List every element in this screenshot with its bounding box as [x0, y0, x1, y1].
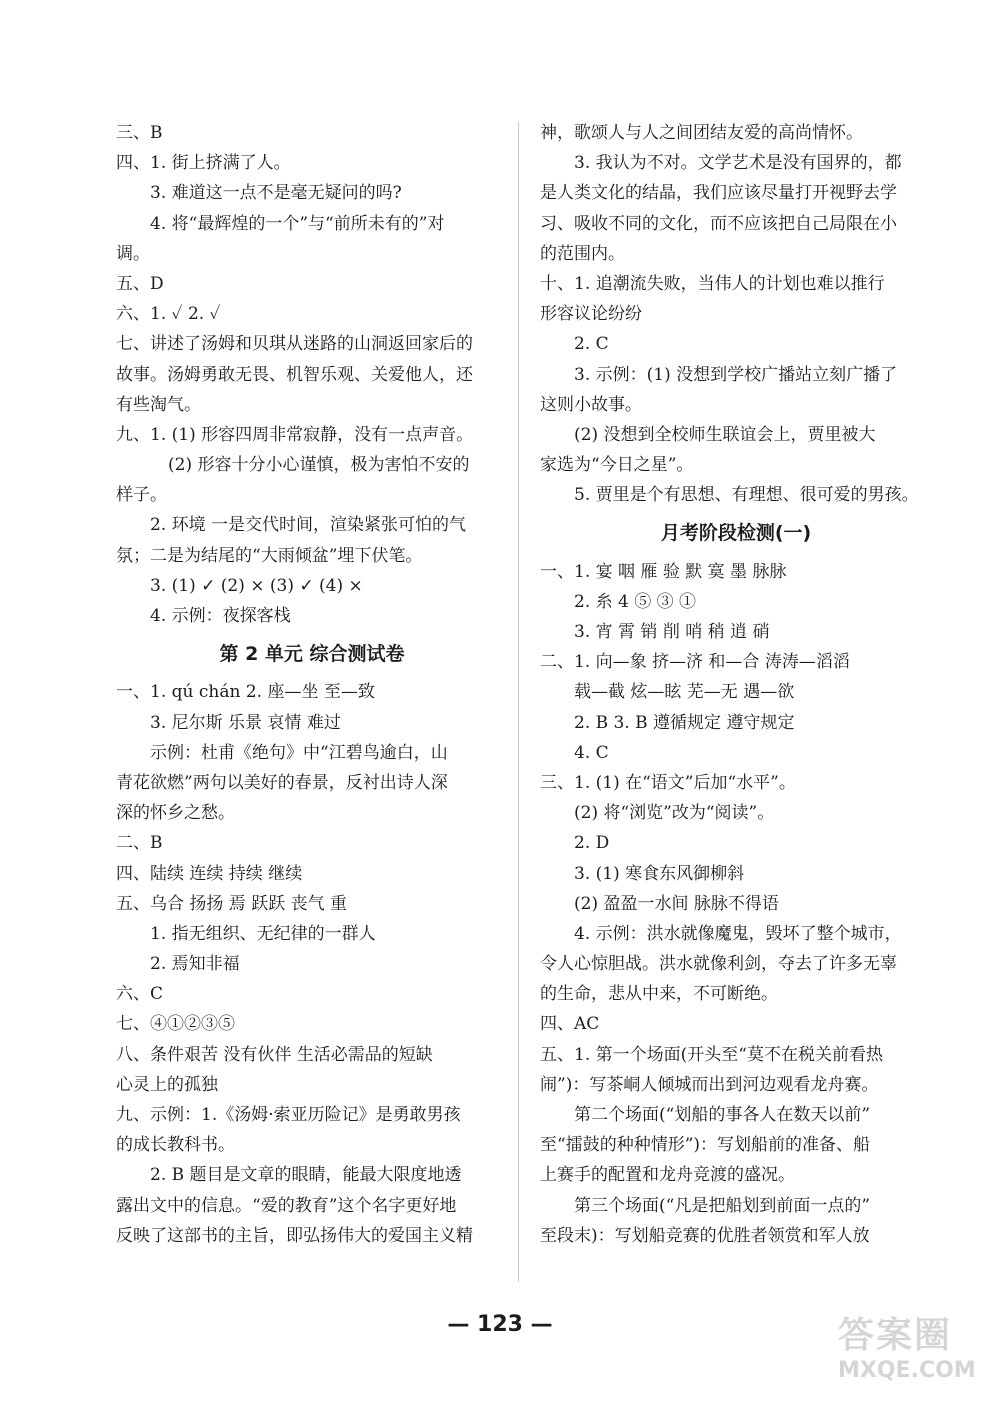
- answer-line: 的范围内。: [540, 243, 625, 264]
- answer-line: 有些淘气。: [116, 394, 201, 415]
- answer-line: 这则小故事。: [540, 394, 642, 415]
- answer-line: 七、④①②③⑤: [116, 1014, 235, 1035]
- answer-line: 2. C: [574, 334, 609, 355]
- answer-line: 习、吸收不同的文化，而不应该把自己局限在小: [540, 213, 897, 234]
- answer-line: 3. 我认为不对。文学艺术是没有国界的，都: [574, 153, 902, 174]
- answer-line: 一、1. qú chán 2. 座—坐 至—致: [116, 682, 375, 703]
- answer-line: (2) 将“浏览”改为“阅读”。: [574, 803, 775, 824]
- answer-line: 第三个场面(“凡是把船划到前面一点的”: [574, 1195, 871, 1216]
- answer-line: 露出文中的信息。“爱的教育”这个名字更好地: [116, 1195, 457, 1216]
- answer-line: 是人类文化的结晶，我们应该尽量打开视野去学: [540, 183, 897, 204]
- answer-line: 3. 难道这一点不是毫无疑问的吗?: [150, 183, 402, 204]
- answer-line: 五、D: [116, 273, 164, 294]
- answer-line: 四、1. 街上挤满了人。: [116, 153, 291, 174]
- answer-line: 3. 宵 霄 销 削 哨 稍 逍 硝: [574, 622, 770, 642]
- answer-line: 四、陆续 连续 持续 继续: [116, 863, 303, 884]
- answer-line: 上赛手的配置和龙舟竞渡的盛况。: [540, 1165, 795, 1186]
- column-divider: [518, 122, 519, 1282]
- answer-line: 故事。汤姆勇敢无畏、机智乐观、关爱他人，还: [116, 364, 473, 385]
- left-column: [116, 118, 508, 1251]
- answer-line: 心灵上的孤独: [116, 1074, 218, 1095]
- answer-line: 氛；二是为结尾的“大雨倾盆”埋下伏笔。: [116, 545, 423, 566]
- answer-line: 九、1. (1) 形容四周非常寂静，没有一点声音。: [116, 424, 474, 445]
- answer-line: 1. 指无组织、无纪律的一群人: [150, 923, 376, 944]
- answer-line: 3. (1) 寒食东风御柳斜: [574, 863, 745, 884]
- answer-line: 2. B 3. B 遵循规定 遵守规定: [574, 712, 795, 733]
- answer-line: 二、1. 向—象 挤—济 和—合 涛涛—滔滔: [540, 652, 850, 673]
- answer-line: 六、1. ✓ 2. ✓: [116, 304, 221, 325]
- watermark-logo-text: 答案圈: [838, 1315, 953, 1356]
- answer-line: 至“擂鼓的种种情形”)：写划船前的准备、船: [540, 1135, 871, 1156]
- answer-line: (2) 没想到全校师生联谊会上，贾里被大: [574, 424, 876, 445]
- section-heading: 月考阶段检测(一): [660, 522, 812, 545]
- answer-line: 青花欲燃”两句以美好的春景，反衬出诗人深: [116, 772, 448, 793]
- answer-line: 5. 贾里是个有思想、有理想、很可爱的男孩。: [574, 485, 919, 506]
- answer-line: 神，歌颂人与人之间团结友爱的高尚情怀。: [540, 123, 863, 143]
- answer-line: 4. 将“最辉煌的一个”与“前所未有的”对: [150, 213, 445, 234]
- answer-line: 至段末)：写划船竞赛的优胜者领赏和军人放: [540, 1225, 870, 1246]
- answer-line: 2. B 题目是文章的眼睛，能最大限度地透: [150, 1165, 462, 1186]
- answer-line: 2. 环境 一是交代时间，渲染紧张可怕的气: [150, 515, 467, 536]
- answer-line: 四、AC: [540, 1014, 600, 1035]
- answer-line: 3. 示例：(1) 没想到学校广播站立刻广播了: [574, 364, 898, 385]
- answer-line: 六、C: [116, 984, 164, 1005]
- answer-line: 3. 尼尔斯 乐景 哀情 难过: [150, 712, 341, 733]
- answer-line: 示例：杜甫《绝句》中“江碧鸟逾白，山: [150, 742, 448, 763]
- answer-line: 深的怀乡之愁。: [116, 803, 235, 824]
- answer-line: 4. 示例：洪水就像魔鬼，毁坏了整个城市，: [574, 923, 902, 944]
- answer-line: 三、1. (1) 在“语文”后加“水平”。: [540, 772, 796, 793]
- answer-line: 五、乌合 扬扬 焉 跃跃 丧气 重: [116, 893, 348, 914]
- watermark-url: MXQE.COM: [838, 1358, 976, 1383]
- answer-line: 调。: [116, 243, 150, 264]
- section-heading: 第 2 单元 综合测试卷: [219, 643, 405, 666]
- watermark-logo: [838, 1307, 988, 1399]
- answer-line: 反映了这部书的主旨，即弘扬伟大的爱国主义精: [116, 1225, 473, 1246]
- answer-line: 的生命，悲从中来，不可断绝。: [540, 984, 778, 1005]
- answer-line: 2. 焉知非福: [150, 954, 240, 975]
- answer-line: 4. 示例：夜探客栈: [150, 606, 291, 626]
- answer-line: 九、示例：1.《汤姆·索亚历险记》是勇敢男孩: [116, 1105, 461, 1125]
- answer-line: (2) 形容十分小心谨慎，极为害怕不安的: [168, 455, 470, 476]
- answer-line: 五、1. 第一个场面(开头至“莫不在税关前看热: [540, 1044, 883, 1065]
- answer-line: 七、讲述了汤姆和贝琪从迷路的山洞返回家后的: [116, 334, 473, 355]
- answer-line: 家选为“今日之星”。: [540, 455, 694, 476]
- right-column: [540, 118, 932, 1251]
- answer-line: 第二个场面(“划船的事各人在数天以前”: [574, 1105, 871, 1125]
- answer-line: 2. D: [574, 833, 610, 854]
- answer-line: 闹”)：写茶峒人倾城而出到河边观看龙舟赛。: [540, 1074, 879, 1095]
- answer-line: 三、B: [116, 123, 163, 143]
- answer-line: 十、1. 追潮流失败，当伟人的计划也难以推行: [540, 273, 885, 294]
- answer-line: (2) 盈盈一水间 脉脉不得语: [574, 893, 779, 914]
- answer-line: 2. 糸 4 ⑤ ③ ①: [574, 591, 697, 612]
- answer-line: 形容议论纷纷: [540, 304, 642, 325]
- answer-line: 4. C: [574, 742, 609, 763]
- answer-line: 的成长教科书。: [116, 1135, 235, 1156]
- answer-line: 一、1. 宴 咽 雁 验 默 寞 墨 脉脉: [540, 561, 787, 582]
- answer-line: 样子。: [116, 485, 167, 506]
- page-number: — 123 —: [447, 1312, 553, 1337]
- answer-line: 八、条件艰苦 没有伙伴 生活必需品的短缺: [116, 1044, 433, 1065]
- answer-line: 3. (1) ✓ (2) × (3) ✓ (4) ×: [150, 575, 363, 596]
- answer-line: 二、B: [116, 833, 163, 854]
- answer-line: 载—截 炫—眩 芜—无 遇—欲: [574, 682, 795, 703]
- answer-line: 令人心惊胆战。洪水就像利剑，夺去了许多无辜: [540, 954, 897, 975]
